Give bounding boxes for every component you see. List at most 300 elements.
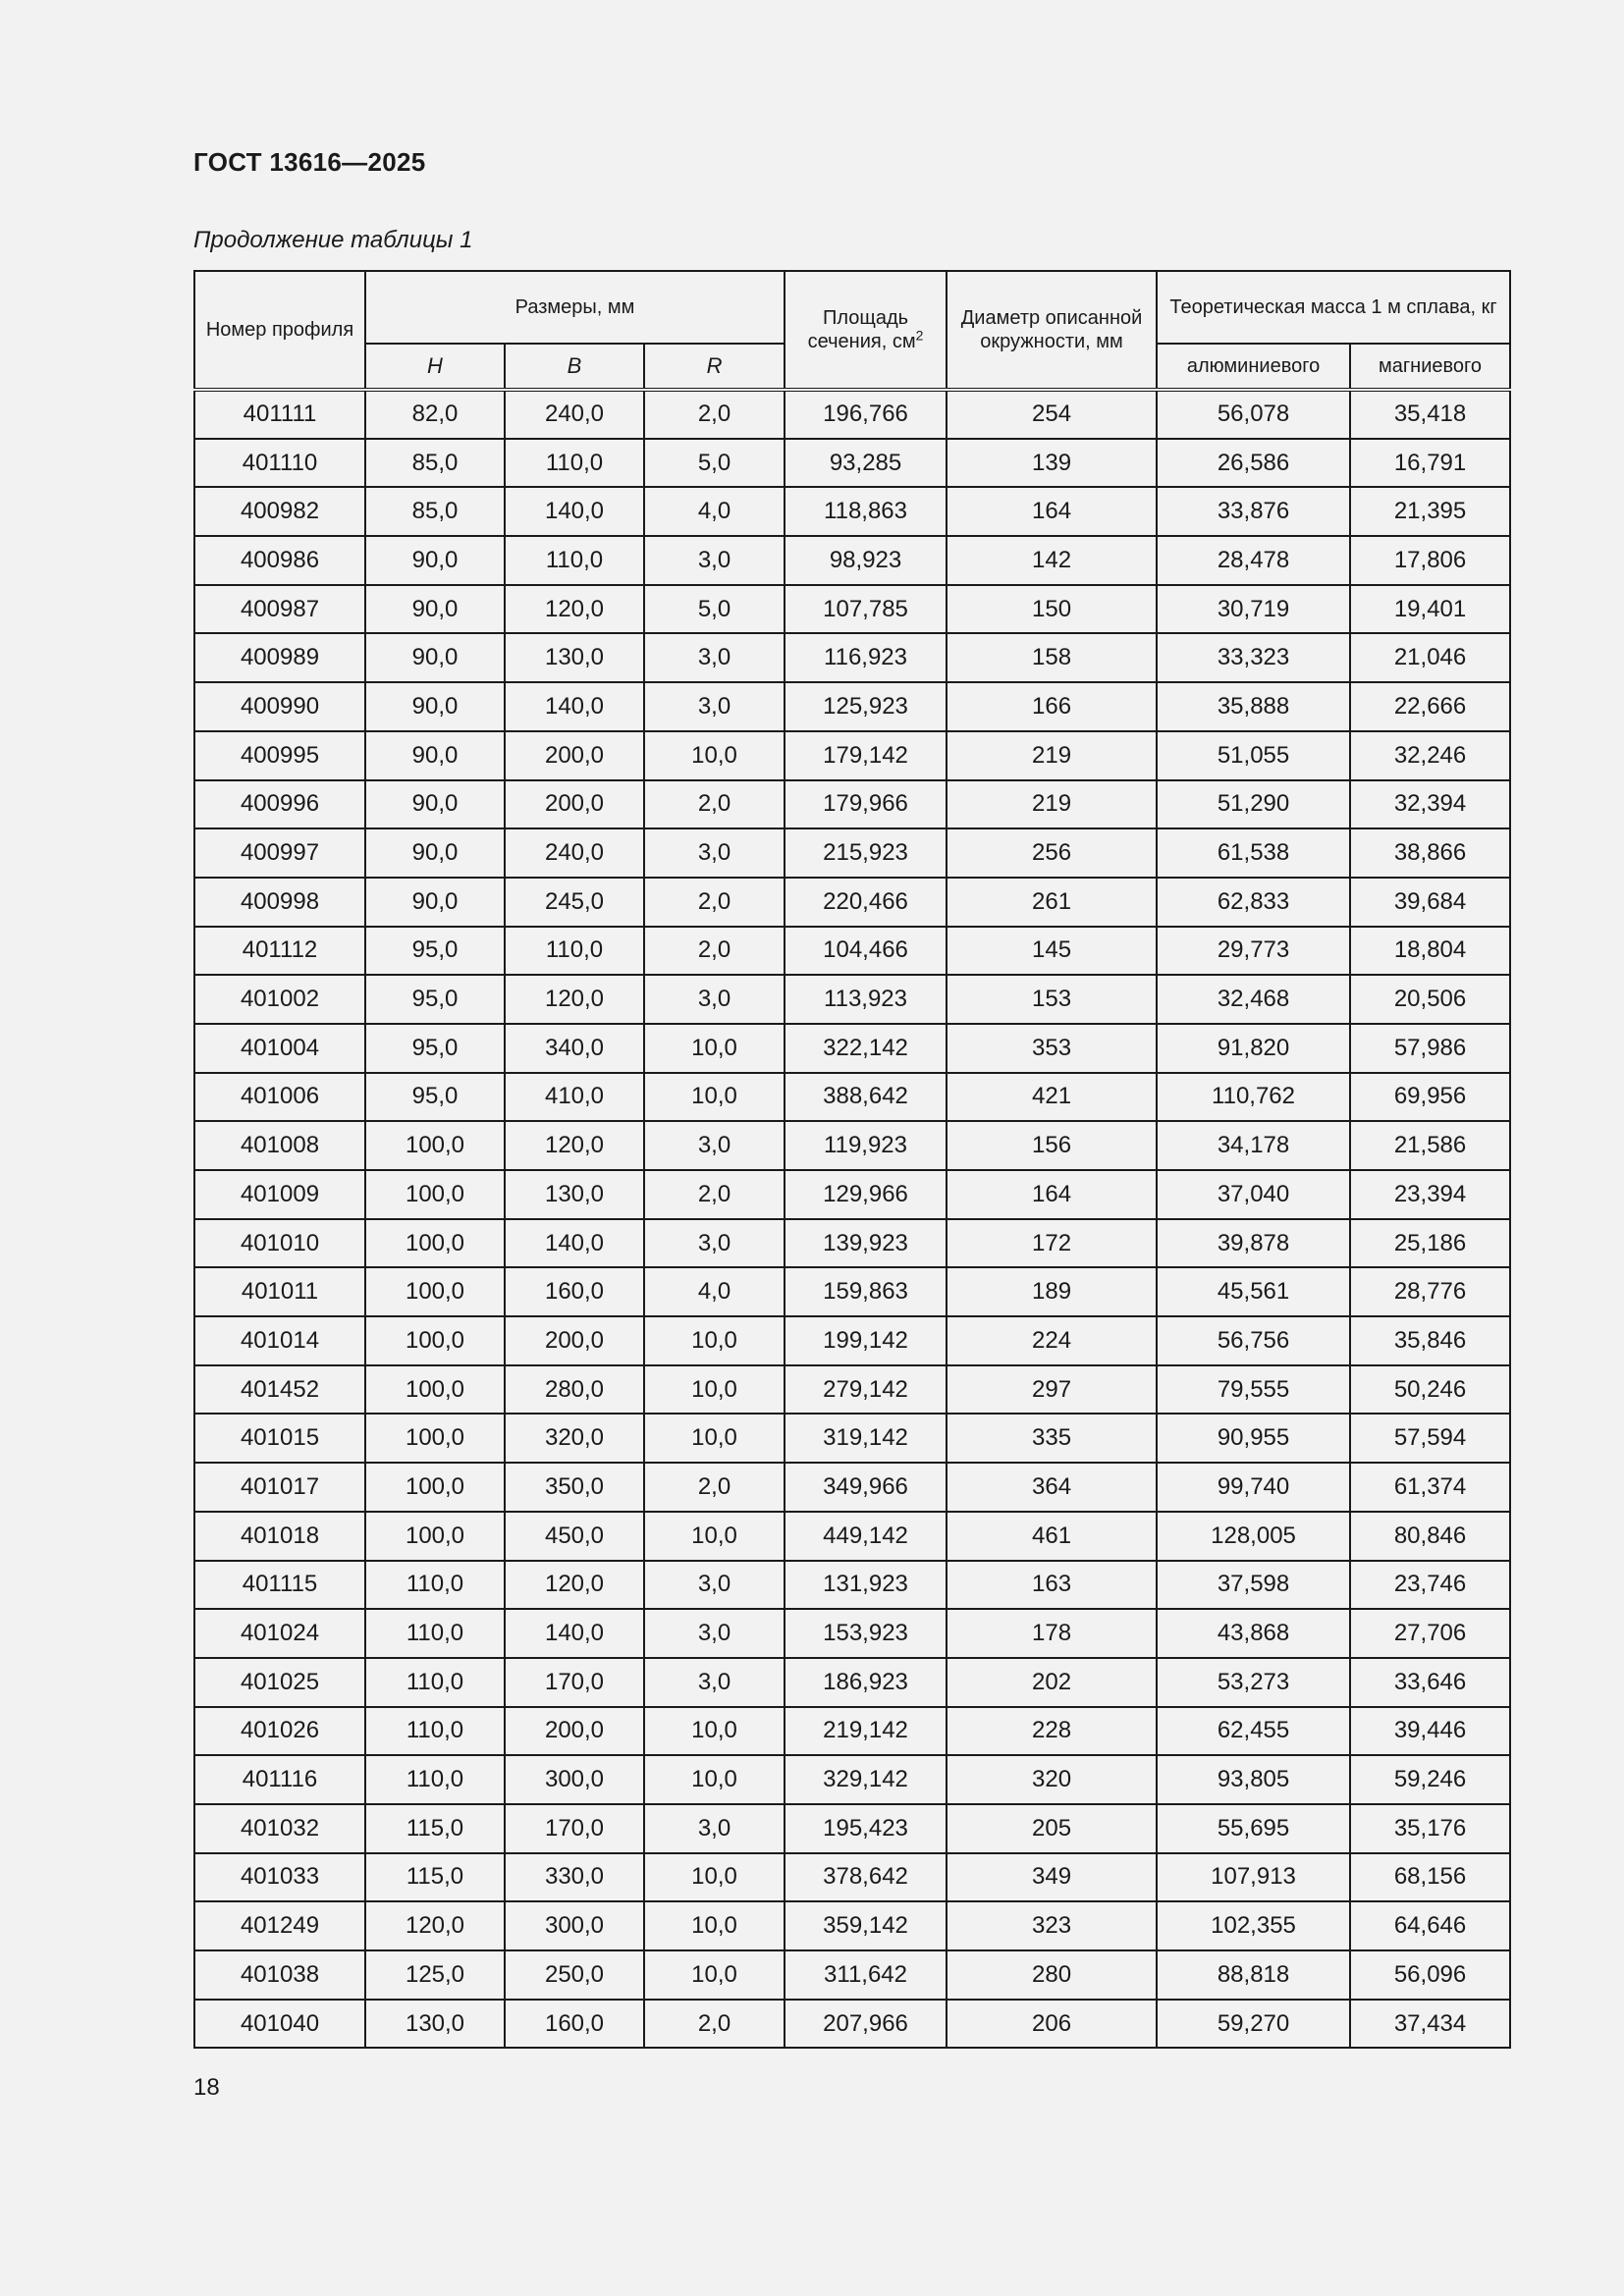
table-row [194,2000,1510,2049]
b-value-cell: 240,0 [505,828,644,878]
mass-magnesium-cell: 69,956 [1350,1073,1510,1122]
area-value-cell: 159,863 [785,1267,947,1316]
r-value-cell: 4,0 [644,487,785,536]
area-value-cell: 186,923 [785,1658,947,1707]
mass-magnesium-cell: 16,791 [1350,439,1510,488]
diameter-value-cell: 172 [947,1219,1157,1268]
r-value-cell: 5,0 [644,585,785,634]
diameter-value-cell: 189 [947,1267,1157,1316]
diameter-value-cell: 323 [947,1901,1157,1950]
diameter-value-cell: 297 [947,1365,1157,1415]
table-row [194,1950,1510,2000]
profile-number-cell: 400996 [194,780,365,829]
r-value-cell: 2,0 [644,390,785,439]
diameter-value-cell: 335 [947,1414,1157,1463]
h-value-cell: 90,0 [365,585,505,634]
profile-number-cell: 400990 [194,682,365,731]
diameter-value-cell: 164 [947,1170,1157,1219]
table-row [194,975,1510,1024]
page-number: 18 [193,2074,220,2101]
h-value-cell: 100,0 [365,1463,505,1512]
diameter-value-cell: 219 [947,731,1157,780]
diameter-value-cell: 461 [947,1512,1157,1561]
area-value-cell: 125,923 [785,682,947,731]
r-value-cell: 2,0 [644,878,785,927]
h-value-cell: 115,0 [365,1853,505,1902]
mass-aluminum-cell: 53,273 [1157,1658,1350,1707]
area-value-cell: 107,785 [785,585,947,634]
mass-magnesium-cell: 80,846 [1350,1512,1510,1561]
b-value-cell: 200,0 [505,780,644,829]
header-circumscribed-diameter: Диаметр описанной окружности, мм [947,271,1157,390]
r-value-cell: 3,0 [644,1219,785,1268]
area-value-cell: 329,142 [785,1755,947,1804]
b-value-cell: 120,0 [505,1121,644,1170]
mass-magnesium-cell: 38,866 [1350,828,1510,878]
mass-magnesium-cell: 17,806 [1350,536,1510,585]
area-value-cell: 118,863 [785,487,947,536]
mass-aluminum-cell: 43,868 [1157,1609,1350,1658]
b-value-cell: 120,0 [505,975,644,1024]
mass-aluminum-cell: 107,913 [1157,1853,1350,1902]
header-profile-number: Номер профиля [194,271,365,390]
table-row [194,1414,1510,1463]
profile-number-cell: 401110 [194,439,365,488]
r-value-cell: 3,0 [644,1804,785,1853]
mass-aluminum-cell: 79,555 [1157,1365,1350,1415]
area-value-cell: 116,923 [785,633,947,682]
profile-number-cell: 401038 [194,1950,365,2000]
b-value-cell: 160,0 [505,1267,644,1316]
table-row [194,927,1510,976]
area-value-cell: 311,642 [785,1950,947,2000]
b-value-cell: 240,0 [505,390,644,439]
area-value-cell: 119,923 [785,1121,947,1170]
mass-aluminum-cell: 33,323 [1157,633,1350,682]
h-value-cell: 100,0 [365,1219,505,1268]
profile-number-cell: 400986 [194,536,365,585]
diameter-value-cell: 166 [947,682,1157,731]
profile-number-cell: 401017 [194,1463,365,1512]
profile-table [193,270,1511,2049]
h-value-cell: 90,0 [365,828,505,878]
table-row [194,1901,1510,1950]
mass-aluminum-cell: 61,538 [1157,828,1350,878]
b-value-cell: 200,0 [505,1316,644,1365]
mass-magnesium-cell: 37,434 [1350,2000,1510,2049]
h-value-cell: 125,0 [365,1950,505,2000]
header-h: H [365,344,505,390]
area-value-cell: 279,142 [785,1365,947,1415]
r-value-cell: 2,0 [644,1463,785,1512]
h-value-cell: 82,0 [365,390,505,439]
header-magnesium: магниевого [1350,344,1510,390]
mass-aluminum-cell: 62,455 [1157,1707,1350,1756]
table-row [194,1561,1510,1610]
table-row [194,1609,1510,1658]
diameter-value-cell: 219 [947,780,1157,829]
b-value-cell: 250,0 [505,1950,644,2000]
b-value-cell: 200,0 [505,1707,644,1756]
h-value-cell: 100,0 [365,1316,505,1365]
diameter-value-cell: 158 [947,633,1157,682]
mass-aluminum-cell: 99,740 [1157,1463,1350,1512]
mass-aluminum-cell: 30,719 [1157,585,1350,634]
profile-number-cell: 400998 [194,878,365,927]
mass-magnesium-cell: 21,586 [1350,1121,1510,1170]
diameter-value-cell: 280 [947,1950,1157,2000]
profile-number-cell: 401004 [194,1024,365,1073]
mass-aluminum-cell: 93,805 [1157,1755,1350,1804]
b-value-cell: 170,0 [505,1658,644,1707]
mass-magnesium-cell: 23,394 [1350,1170,1510,1219]
diameter-value-cell: 163 [947,1561,1157,1610]
profile-number-cell: 401025 [194,1658,365,1707]
diameter-value-cell: 205 [947,1804,1157,1853]
mass-aluminum-cell: 35,888 [1157,682,1350,731]
profile-number-cell: 401026 [194,1707,365,1756]
b-value-cell: 140,0 [505,1219,644,1268]
r-value-cell: 10,0 [644,1853,785,1902]
mass-magnesium-cell: 59,246 [1350,1755,1510,1804]
b-value-cell: 450,0 [505,1512,644,1561]
r-value-cell: 5,0 [644,439,785,488]
mass-magnesium-cell: 57,594 [1350,1414,1510,1463]
h-value-cell: 100,0 [365,1414,505,1463]
mass-aluminum-cell: 55,695 [1157,1804,1350,1853]
r-value-cell: 10,0 [644,1024,785,1073]
mass-magnesium-cell: 56,096 [1350,1950,1510,2000]
table-row [194,878,1510,927]
table-row [194,1853,1510,1902]
area-value-cell: 219,142 [785,1707,947,1756]
table-row [194,390,1510,439]
area-value-cell: 196,766 [785,390,947,439]
diameter-value-cell: 150 [947,585,1157,634]
r-value-cell: 2,0 [644,2000,785,2049]
area-value-cell: 98,923 [785,536,947,585]
table-row [194,682,1510,731]
diameter-value-cell: 261 [947,878,1157,927]
b-value-cell: 110,0 [505,927,644,976]
diameter-value-cell: 353 [947,1024,1157,1073]
profile-number-cell: 401006 [194,1073,365,1122]
mass-magnesium-cell: 39,684 [1350,878,1510,927]
r-value-cell: 3,0 [644,682,785,731]
diameter-value-cell: 164 [947,487,1157,536]
h-value-cell: 85,0 [365,487,505,536]
mass-aluminum-cell: 45,561 [1157,1267,1350,1316]
profile-number-cell: 401111 [194,390,365,439]
diameter-value-cell: 202 [947,1658,1157,1707]
diameter-value-cell: 320 [947,1755,1157,1804]
h-value-cell: 110,0 [365,1755,505,1804]
area-value-cell: 179,142 [785,731,947,780]
mass-magnesium-cell: 61,374 [1350,1463,1510,1512]
r-value-cell: 3,0 [644,536,785,585]
mass-aluminum-cell: 29,773 [1157,927,1350,976]
mass-magnesium-cell: 57,986 [1350,1024,1510,1073]
diameter-value-cell: 153 [947,975,1157,1024]
table-row [194,1755,1510,1804]
mass-magnesium-cell: 23,746 [1350,1561,1510,1610]
diameter-value-cell: 139 [947,439,1157,488]
table-row [194,1707,1510,1756]
h-value-cell: 90,0 [365,878,505,927]
mass-magnesium-cell: 32,246 [1350,731,1510,780]
table-row [194,585,1510,634]
b-value-cell: 280,0 [505,1365,644,1415]
area-value-cell: 113,923 [785,975,947,1024]
h-value-cell: 95,0 [365,1024,505,1073]
header-b: B [505,344,644,390]
b-value-cell: 140,0 [505,487,644,536]
b-value-cell: 245,0 [505,878,644,927]
b-value-cell: 130,0 [505,633,644,682]
profile-number-cell: 401032 [194,1804,365,1853]
area-value-cell: 220,466 [785,878,947,927]
mass-magnesium-cell: 21,046 [1350,633,1510,682]
r-value-cell: 3,0 [644,1561,785,1610]
mass-magnesium-cell: 32,394 [1350,780,1510,829]
diameter-value-cell: 254 [947,390,1157,439]
profile-number-cell: 401024 [194,1609,365,1658]
r-value-cell: 10,0 [644,1316,785,1365]
mass-magnesium-cell: 35,418 [1350,390,1510,439]
profile-number-cell: 401116 [194,1755,365,1804]
diameter-value-cell: 421 [947,1073,1157,1122]
diameter-value-cell: 256 [947,828,1157,878]
h-value-cell: 110,0 [365,1707,505,1756]
b-value-cell: 340,0 [505,1024,644,1073]
mass-aluminum-cell: 56,756 [1157,1316,1350,1365]
b-value-cell: 140,0 [505,682,644,731]
h-value-cell: 100,0 [365,1512,505,1561]
h-value-cell: 90,0 [365,536,505,585]
mass-magnesium-cell: 33,646 [1350,1658,1510,1707]
profile-number-cell: 401009 [194,1170,365,1219]
mass-aluminum-cell: 62,833 [1157,878,1350,927]
mass-magnesium-cell: 22,666 [1350,682,1510,731]
table-row [194,1512,1510,1561]
table-row [194,1121,1510,1170]
mass-aluminum-cell: 34,178 [1157,1121,1350,1170]
area-value-cell: 93,285 [785,439,947,488]
mass-magnesium-cell: 20,506 [1350,975,1510,1024]
profile-number-cell: 400987 [194,585,365,634]
b-value-cell: 350,0 [505,1463,644,1512]
profile-number-cell: 401018 [194,1512,365,1561]
r-value-cell: 10,0 [644,1950,785,2000]
r-value-cell: 10,0 [644,1073,785,1122]
document-code: ГОСТ 13616—2025 [193,147,426,177]
area-value-cell: 319,142 [785,1414,947,1463]
mass-aluminum-cell: 26,586 [1157,439,1350,488]
h-value-cell: 110,0 [365,1658,505,1707]
table-row [194,780,1510,829]
r-value-cell: 10,0 [644,1414,785,1463]
area-value-cell: 139,923 [785,1219,947,1268]
h-value-cell: 95,0 [365,975,505,1024]
header-aluminum: алюминиевого [1157,344,1350,390]
table-row [194,1804,1510,1853]
mass-aluminum-cell: 37,598 [1157,1561,1350,1610]
h-value-cell: 100,0 [365,1170,505,1219]
table-row [194,1267,1510,1316]
r-value-cell: 3,0 [644,1121,785,1170]
area-value-cell: 359,142 [785,1901,947,1950]
table-row [194,828,1510,878]
area-value-cell: 322,142 [785,1024,947,1073]
diameter-value-cell: 224 [947,1316,1157,1365]
profile-number-cell: 400989 [194,633,365,682]
r-value-cell: 10,0 [644,731,785,780]
h-value-cell: 100,0 [365,1365,505,1415]
h-value-cell: 120,0 [365,1901,505,1950]
mass-magnesium-cell: 35,176 [1350,1804,1510,1853]
mass-aluminum-cell: 28,478 [1157,536,1350,585]
area-value-cell: 388,642 [785,1073,947,1122]
diameter-value-cell: 142 [947,536,1157,585]
mass-aluminum-cell: 39,878 [1157,1219,1350,1268]
mass-aluminum-cell: 59,270 [1157,2000,1350,2049]
diameter-value-cell: 178 [947,1609,1157,1658]
b-value-cell: 120,0 [505,585,644,634]
mass-aluminum-cell: 56,078 [1157,390,1350,439]
table-row [194,1024,1510,1073]
r-value-cell: 3,0 [644,1658,785,1707]
table-row [194,1463,1510,1512]
profile-number-cell: 401014 [194,1316,365,1365]
table-row [194,633,1510,682]
b-value-cell: 140,0 [505,1609,644,1658]
h-value-cell: 90,0 [365,633,505,682]
area-value-cell: 195,423 [785,1804,947,1853]
mass-aluminum-cell: 51,290 [1157,780,1350,829]
table-row [194,536,1510,585]
diameter-value-cell: 349 [947,1853,1157,1902]
r-value-cell: 3,0 [644,828,785,878]
mass-aluminum-cell: 128,005 [1157,1512,1350,1561]
h-value-cell: 95,0 [365,1073,505,1122]
r-value-cell: 10,0 [644,1365,785,1415]
table-body [194,390,1510,2048]
mass-magnesium-cell: 25,186 [1350,1219,1510,1268]
area-value-cell: 179,966 [785,780,947,829]
b-value-cell: 410,0 [505,1073,644,1122]
area-value-cell: 449,142 [785,1512,947,1561]
h-value-cell: 95,0 [365,927,505,976]
mass-aluminum-cell: 110,762 [1157,1073,1350,1122]
mass-magnesium-cell: 64,646 [1350,1901,1510,1950]
h-value-cell: 90,0 [365,780,505,829]
diameter-value-cell: 206 [947,2000,1157,2049]
r-value-cell: 4,0 [644,1267,785,1316]
profile-number-cell: 401040 [194,2000,365,2049]
area-value-cell: 207,966 [785,2000,947,2049]
area-value-cell: 129,966 [785,1170,947,1219]
mass-aluminum-cell: 102,355 [1157,1901,1350,1950]
b-value-cell: 120,0 [505,1561,644,1610]
profile-number-cell: 400997 [194,828,365,878]
area-value-cell: 131,923 [785,1561,947,1610]
h-value-cell: 115,0 [365,1804,505,1853]
mass-aluminum-cell: 37,040 [1157,1170,1350,1219]
mass-magnesium-cell: 50,246 [1350,1365,1510,1415]
r-value-cell: 10,0 [644,1512,785,1561]
area-value-cell: 349,966 [785,1463,947,1512]
h-value-cell: 110,0 [365,1561,505,1610]
diameter-value-cell: 145 [947,927,1157,976]
table-row [194,439,1510,488]
r-value-cell: 10,0 [644,1707,785,1756]
profile-number-cell: 401249 [194,1901,365,1950]
r-value-cell: 10,0 [644,1901,785,1950]
r-value-cell: 3,0 [644,975,785,1024]
h-value-cell: 130,0 [365,2000,505,2049]
mass-aluminum-cell: 90,955 [1157,1414,1350,1463]
h-value-cell: 110,0 [365,1609,505,1658]
profile-number-cell: 401008 [194,1121,365,1170]
mass-aluminum-cell: 88,818 [1157,1950,1350,2000]
header-dimensions: Размеры, мм [365,271,785,344]
profile-number-cell: 400995 [194,731,365,780]
mass-magnesium-cell: 19,401 [1350,585,1510,634]
mass-aluminum-cell: 33,876 [1157,487,1350,536]
b-value-cell: 110,0 [505,439,644,488]
profile-number-cell: 400982 [194,487,365,536]
table-row [194,1316,1510,1365]
table-row [194,1073,1510,1122]
h-value-cell: 85,0 [365,439,505,488]
table-row [194,1219,1510,1268]
h-value-cell: 100,0 [365,1267,505,1316]
mass-aluminum-cell: 51,055 [1157,731,1350,780]
b-value-cell: 300,0 [505,1755,644,1804]
table-row [194,731,1510,780]
b-value-cell: 330,0 [505,1853,644,1902]
profile-number-cell: 401002 [194,975,365,1024]
r-value-cell: 2,0 [644,780,785,829]
profile-number-cell: 401115 [194,1561,365,1610]
area-value-cell: 153,923 [785,1609,947,1658]
header-r: R [644,344,785,390]
mass-aluminum-cell: 91,820 [1157,1024,1350,1073]
mass-magnesium-cell: 21,395 [1350,487,1510,536]
profile-number-cell: 401010 [194,1219,365,1268]
h-value-cell: 90,0 [365,731,505,780]
mass-magnesium-cell: 35,846 [1350,1316,1510,1365]
b-value-cell: 320,0 [505,1414,644,1463]
diameter-value-cell: 364 [947,1463,1157,1512]
b-value-cell: 110,0 [505,536,644,585]
table-row [194,1658,1510,1707]
table-row [194,1170,1510,1219]
profile-number-cell: 401112 [194,927,365,976]
profile-number-cell: 401011 [194,1267,365,1316]
area-value-cell: 104,466 [785,927,947,976]
mass-magnesium-cell: 68,156 [1350,1853,1510,1902]
mass-magnesium-cell: 27,706 [1350,1609,1510,1658]
profile-number-cell: 401033 [194,1853,365,1902]
table-row [194,1365,1510,1415]
diameter-value-cell: 228 [947,1707,1157,1756]
r-value-cell: 2,0 [644,927,785,976]
table-caption: Продолжение таблицы 1 [193,227,473,253]
b-value-cell: 170,0 [505,1804,644,1853]
b-value-cell: 130,0 [505,1170,644,1219]
area-value-cell: 378,642 [785,1853,947,1902]
